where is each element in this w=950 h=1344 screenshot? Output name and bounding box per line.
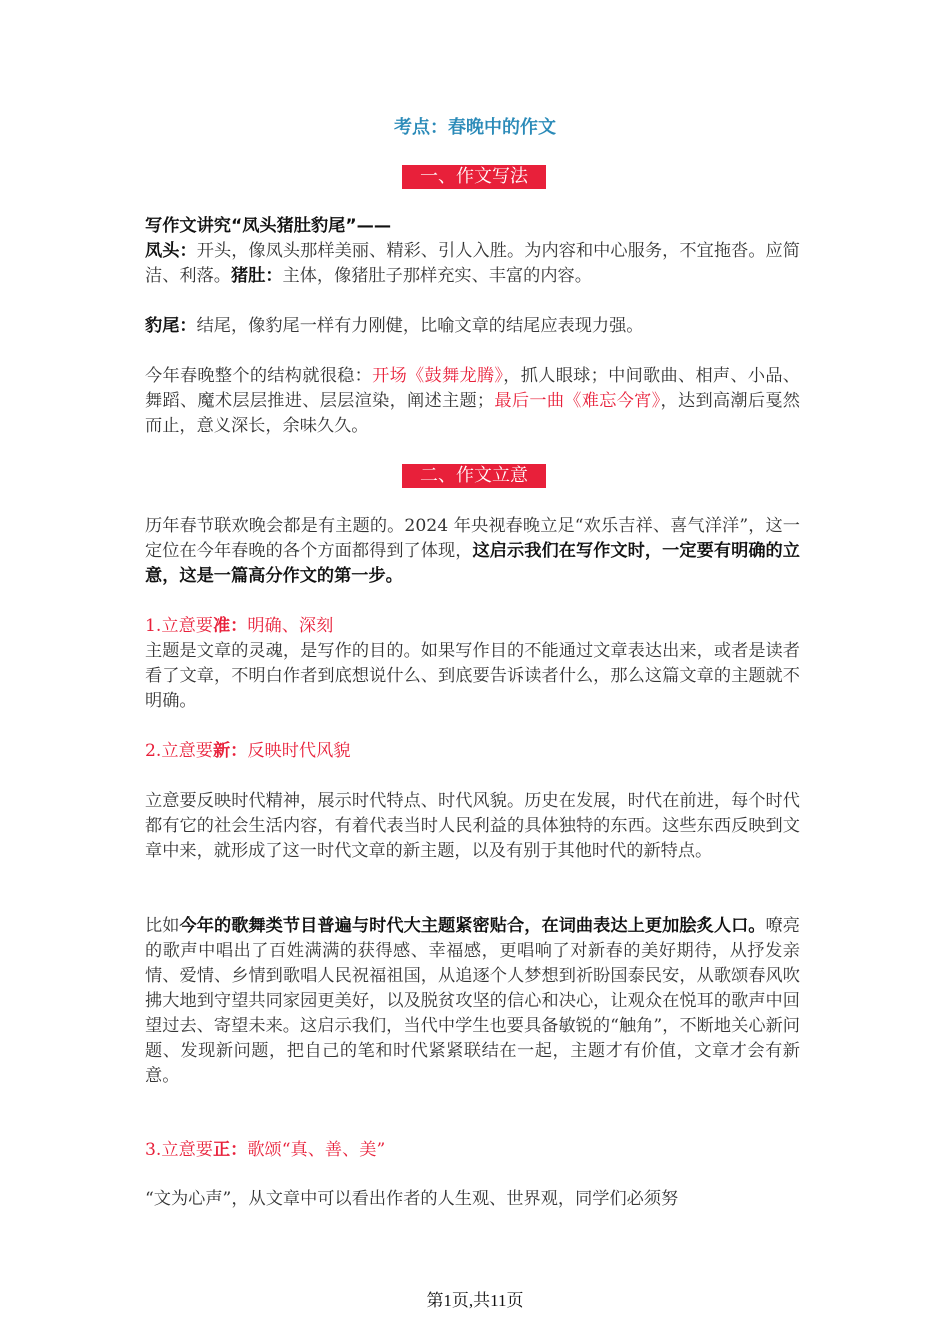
item-3-subtitle: 歌颂“真、善、美”: [247, 1140, 386, 1160]
item-1-key: 准：: [212, 616, 248, 636]
zhudu-text: 主体，像猪肚子那样充实、丰富的内容。: [282, 266, 592, 286]
item-1-prefix: 1.立意要: [145, 616, 213, 636]
theme-intro-bold: 这启示我们在写作文时，一定要有明确的立意，这是一篇高分作文的第一步。: [145, 541, 800, 586]
theme-intro-text: 历年春节联欢晚会都是有主题的。2024 年央视春晚立足“欢乐吉祥、喜气洋洋”，这一定位在今年春晚的各个方面都得到了体现，: [145, 516, 800, 561]
opening-program: 开场《鼓舞龙腾》: [372, 366, 504, 386]
item-1-subtitle: 明确、深刻: [247, 616, 334, 636]
item-3-key: 正：: [212, 1140, 248, 1160]
section-heading-theme: 二、作文立意: [402, 464, 546, 488]
page-footer: 第1页,共11页: [426, 1291, 524, 1310]
paragraph-baowei: [145, 314, 800, 339]
item-2-prefix: 2.立意要: [145, 741, 213, 761]
item-3-text: “文为心声”，从文章中可以看出作者的人生观、世界观，同学们必须努: [145, 1189, 679, 1209]
page-title: 考点：春晚中的作文: [394, 117, 556, 138]
item-3-prefix: 3.立意要: [145, 1140, 213, 1160]
item-3-heading: [145, 1138, 800, 1163]
item-1: [145, 614, 800, 714]
paragraph-song-example: [145, 914, 800, 1089]
item-1-text: 主题是文章的灵魂，是写作的目的。如果写作目的不能通过文章表达出来，或者是读者看了文章，不明白作者到底想说什么、到底要告诉读者什么，那么这篇文章的主题就不明确。: [145, 641, 800, 711]
item-2-subtitle: 反映时代风貌: [247, 741, 351, 761]
baowei-text: 结尾，像豹尾一样有力刚健，比喻文章的结尾应表现力强。: [196, 316, 644, 336]
paragraph-method: [145, 214, 800, 289]
gala-structure-text-c: ，达到高潮后戛然而止，意义深长，余味久久。: [145, 391, 800, 436]
example-lead: 比如: [145, 916, 180, 936]
item-2-text: 立意要反映时代精神，展示时代特点、时代风貌。历史在发展，时代在前进，每个时代都有它的社会生活内容，有着代表当时人民利益的具体独特的东西。这些东西反映到文章中来，就形成了这一时代文章的新主题，以及有别于其他时代的新特点。: [145, 791, 800, 861]
paragraph-theme-intro: [145, 514, 800, 589]
intro-line: 写作文讲究“凤头猪肚豹尾”——: [145, 216, 392, 236]
paragraph-gala-structure: [145, 364, 800, 439]
gala-structure-text-b: ，抓人眼球；中间歌曲、相声、小品、舞蹈、魔术层层推进、层层渲染，阐述主题；: [145, 366, 800, 411]
gala-structure-text-a: 今年春晚整个的结构就很稳：: [145, 366, 373, 386]
example-text: 嘹亮的歌声中唱出了百姓满满的获得感、幸福感，更唱响了对新春的美好期待，从抒发亲情、爱情、乡情到歌唱人民祝福祖国，从追逐个人梦想到祈盼国泰民安，从歌颂春风吹拂大地到守望共同家园更美好，以及脱贫攻坚的信心和决心，让观众在悦耳的歌声中回望过去、寄望未来。: [145, 916, 800, 1036]
section-heading-writing-method: 一、作文写法: [402, 165, 546, 189]
fengtou-label: 凤头：: [145, 241, 197, 261]
item-2-heading: [145, 739, 800, 764]
closing-program: 最后一曲《难忘今宵》: [494, 391, 661, 411]
baowei-label: 豹尾：: [145, 316, 197, 336]
fengtou-text: 开头，像凤头那样美丽、精彩、引人入胜。为内容和中心服务，不宜拖沓。应简洁、利落。: [145, 241, 800, 286]
example-conclusion: 这启示我们，当代中学生也要具备敏锐的“触角”，不断地关心新问题、发现新问题，把自己的笔和时代紧紧联结在一起，主题才有价值，文章才会有新意。: [145, 1016, 800, 1086]
example-bold: 今年的歌舞类节目普遍与时代大主题紧密贴合，在词曲表达上更加脍炙人口。: [179, 916, 766, 936]
zhudu-label: 猪肚：: [230, 266, 283, 286]
item-2-key: 新：: [212, 741, 248, 761]
